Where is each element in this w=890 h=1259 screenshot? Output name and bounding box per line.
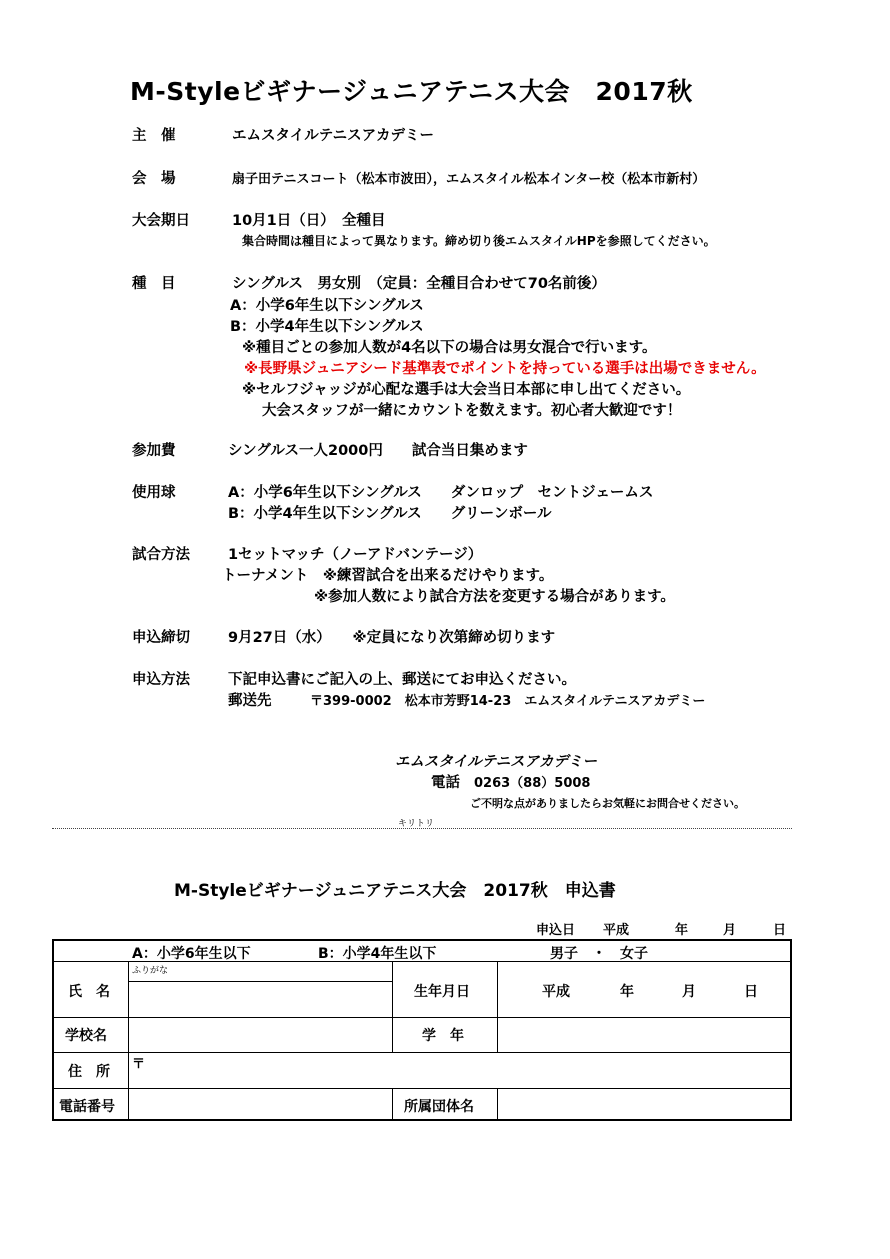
birth-year: 年 bbox=[620, 984, 634, 1000]
school-field[interactable] bbox=[129, 1018, 391, 1051]
apply-date-month: 月 bbox=[723, 923, 737, 938]
contact-org: エムスタイルテニスアカデミー bbox=[395, 754, 597, 770]
cut-label: キリトリ bbox=[398, 819, 435, 829]
fee-value: シングルス一人2000円 試合当日集めます bbox=[228, 443, 528, 459]
name-field[interactable] bbox=[129, 982, 391, 1016]
fee-label: 参加費 bbox=[132, 443, 176, 459]
events-note4: 大会スタッフが一緒にカウントを数えます。初心者大歓迎です！ bbox=[262, 403, 682, 419]
apply-date-year: 年 bbox=[675, 923, 689, 938]
form-title: M-Styleビギナージュニアテニス大会 2017秋 申込書 bbox=[174, 881, 616, 901]
balls-a: A：小学6年生以下シングルス ダンロップ セントジェームス bbox=[228, 485, 654, 501]
apply-date-era: 平成 bbox=[603, 923, 630, 938]
venue-value: 扇子田テニスコート（松本市波田），エムスタイル松本インター校（松本市新村） bbox=[232, 172, 706, 187]
balls-label: 使用球 bbox=[132, 485, 176, 501]
category-a[interactable]: A：小学6年生以下 bbox=[132, 946, 251, 962]
page-title: M-Styleビギナージュニアテニス大会 2017秋 bbox=[130, 77, 693, 106]
events-note3: ※セルフジャッジが心配な選手は大会当日本部に申し出てください。 bbox=[242, 382, 691, 398]
birth-month: 月 bbox=[682, 984, 696, 1000]
birth-day: 日 bbox=[744, 984, 758, 1000]
events-line1: シングルス 男女別 （定員：全種目合わせて70名前後） bbox=[232, 276, 606, 292]
phone-field[interactable] bbox=[129, 1089, 391, 1119]
col-divider bbox=[392, 1088, 393, 1119]
grade-label: 学 年 bbox=[422, 1028, 464, 1044]
venue-label: 会 場 bbox=[132, 171, 176, 187]
gender-select[interactable]: 男子 ・ 女子 bbox=[550, 946, 648, 962]
name-label: 氏 名 bbox=[68, 984, 110, 1000]
birth-era: 平成 bbox=[542, 984, 570, 1000]
contact-note: ご不明な点がありましたらお気軽にお問合せください。 bbox=[470, 797, 745, 810]
balls-b: B：小学4年生以下シングルス グリーンボール bbox=[228, 506, 552, 522]
mail-label: 郵送先 bbox=[228, 693, 272, 709]
address-field[interactable] bbox=[129, 1053, 790, 1087]
apply-line1: 下記申込書にご記入の上、郵送にてお申込ください。 bbox=[228, 672, 576, 688]
address-label: 住 所 bbox=[68, 1064, 110, 1080]
school-label: 学校名 bbox=[65, 1028, 107, 1044]
application-form bbox=[52, 939, 792, 1121]
format-line1: 1セットマッチ（ノーアドバンテージ） bbox=[228, 547, 483, 563]
date-label: 大会期日 bbox=[132, 213, 190, 229]
mail-value: 〒399-0002 松本市芳野14-23 エムスタイルテニスアカデミー bbox=[310, 694, 706, 709]
col-divider bbox=[392, 961, 393, 1052]
date-value: 10月1日（日） 全種目 bbox=[232, 213, 386, 229]
events-label: 種 目 bbox=[132, 276, 176, 292]
events-note1: ※種目ごとの参加人数が4名以下の場合は男女混合で行います。 bbox=[242, 340, 657, 356]
contact-phone-label: 電話 bbox=[431, 775, 460, 791]
apply-label: 申込方法 bbox=[132, 672, 190, 688]
format-line3: ※参加人数により試合方法を変更する場合があります。 bbox=[314, 589, 675, 605]
format-line2: トーナメント ※練習試合を出来るだけやります。 bbox=[222, 568, 554, 584]
format-label: 試合方法 bbox=[132, 547, 190, 563]
events-note2: ※長野県ジュニアシード基準表でポイントを持っている選手は出場できません。 bbox=[244, 361, 766, 377]
date-note: 集合時間は種目によって異なります。締め切り後エムスタイルHPを参照してください。 bbox=[242, 234, 716, 248]
apply-date-label: 申込日 bbox=[536, 923, 576, 938]
grade-field[interactable] bbox=[498, 1018, 790, 1051]
team-label: 所属団体名 bbox=[404, 1099, 474, 1115]
furigana-field[interactable] bbox=[129, 962, 391, 981]
team-field[interactable] bbox=[498, 1089, 790, 1119]
category-b[interactable]: B：小学4年生以下 bbox=[318, 946, 437, 962]
events-b: B：小学4年生以下シングルス bbox=[230, 319, 424, 335]
events-a: A：小学6年生以下シングルス bbox=[230, 298, 424, 314]
furigana-label: ふりがな bbox=[132, 966, 169, 976]
cut-line bbox=[52, 828, 792, 829]
deadline-value: 9月27日（水） ※定員になり次第締め切ります bbox=[228, 630, 556, 646]
contact-phone: 0263（88）5008 bbox=[474, 776, 591, 791]
deadline-label: 申込締切 bbox=[132, 630, 190, 646]
birthday-label: 生年月日 bbox=[414, 984, 470, 1000]
postal-mark: 〒 bbox=[132, 1057, 146, 1072]
organizer-label: 主 催 bbox=[132, 128, 176, 144]
apply-date-day: 日 bbox=[773, 923, 787, 938]
organizer-value: エムスタイルテニスアカデミー bbox=[232, 128, 434, 144]
phone-label: 電話番号 bbox=[59, 1099, 115, 1115]
